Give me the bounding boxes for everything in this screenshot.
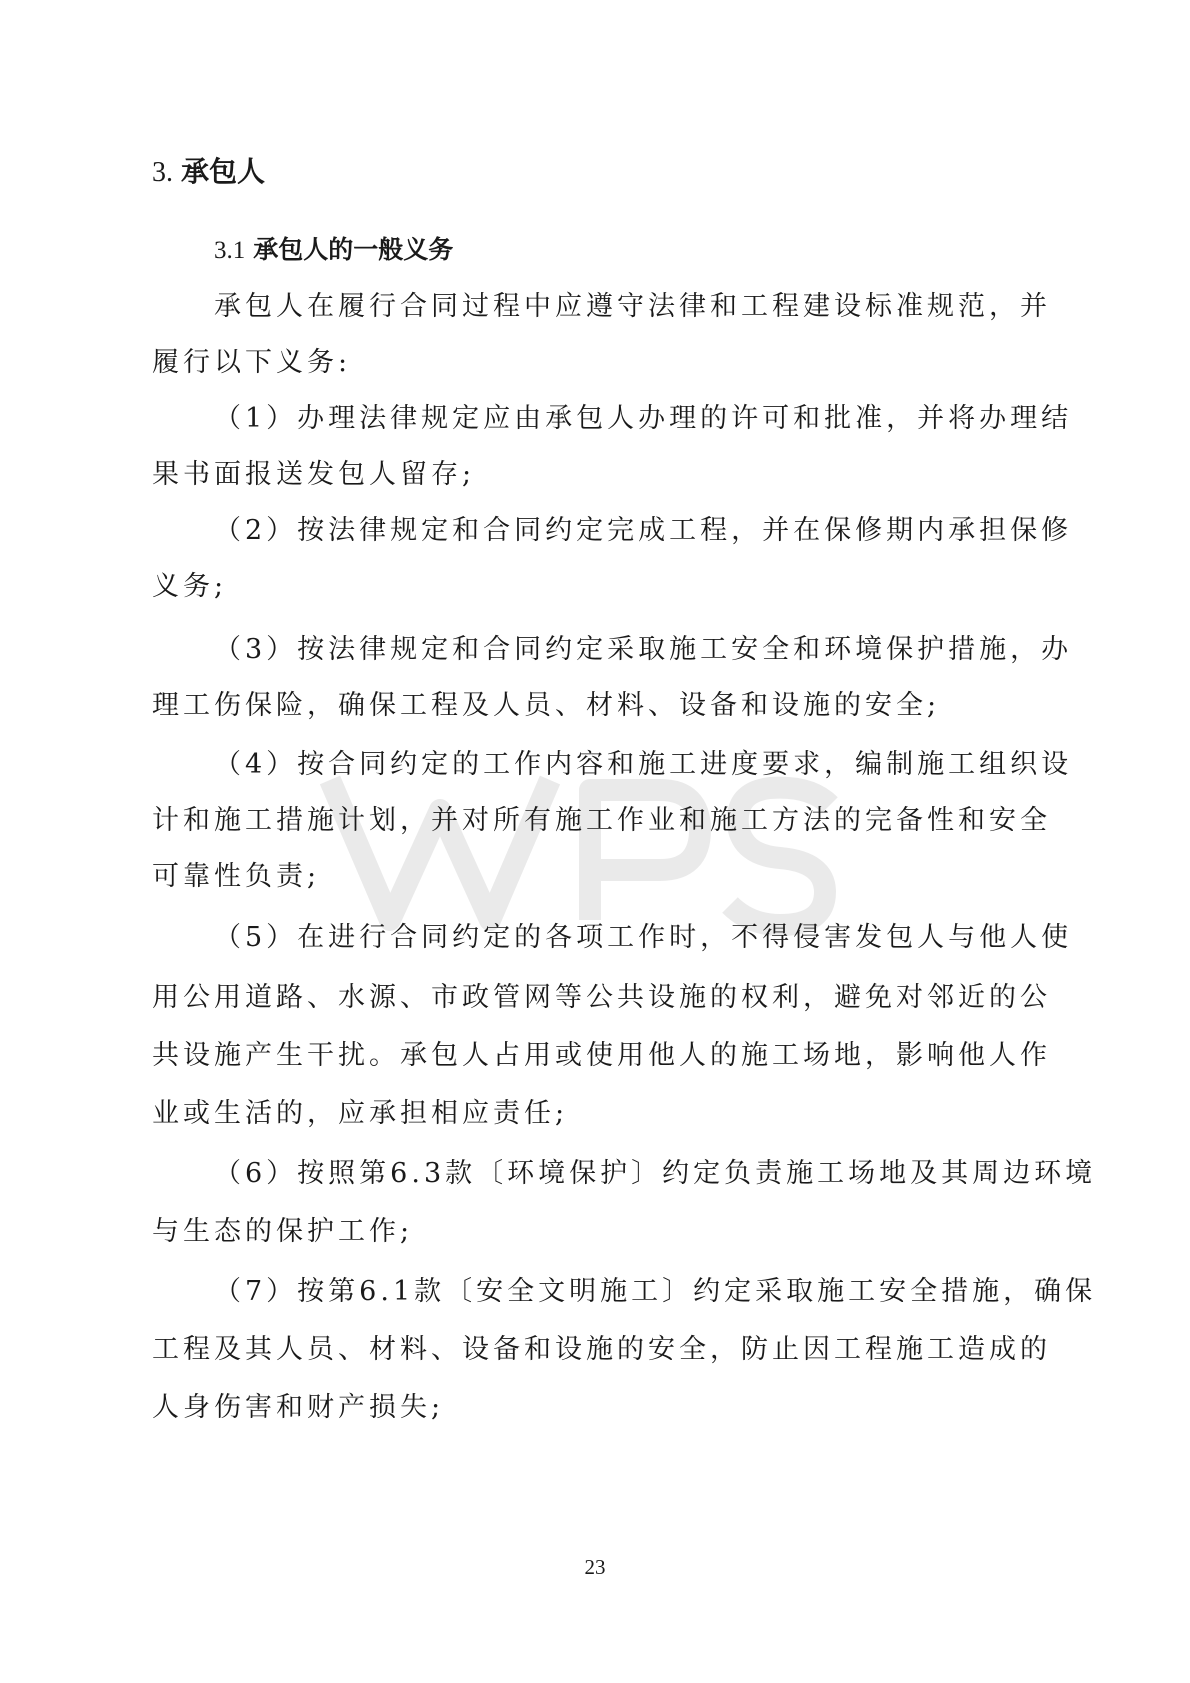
paragraph-line: 可靠性负责;: [152, 861, 321, 892]
section-number: 3.: [152, 157, 173, 188]
section-title: 承包人: [181, 155, 266, 188]
paragraph-line: 工程及其人员、材料、设备和设施的安全，防止因工程施工造成的: [152, 1334, 1051, 1365]
paragraph-line: （3）按法律规定和合同约定采取施工安全和环境保护措施，办: [214, 634, 1073, 665]
paragraph-line: 共设施产生干扰。承包人占用或使用他人的施工场地，影响他人作: [152, 1040, 1051, 1071]
paragraph-line: （1）办理法律规定应由承包人办理的许可和批准，并将办理结: [214, 403, 1073, 434]
paragraph-line: （4）按合同约定的工作内容和施工进度要求，编制施工组织设: [214, 749, 1073, 780]
paragraph-line: （2）按法律规定和合同约定完成工程，并在保修期内承担保修: [214, 515, 1073, 546]
paragraph-line: 计和施工措施计划，并对所有施工作业和施工方法的完备性和安全: [152, 805, 1051, 836]
paragraph-line: 义务;: [152, 571, 228, 602]
paragraph-line: （7）按第6.1款〔安全文明施工〕约定采取施工安全措施，确保: [214, 1276, 1097, 1307]
paragraph-line: 果书面报送发包人留存;: [152, 459, 476, 490]
paragraph-line: 承包人在履行合同过程中应遵守法律和工程建设标准规范，并: [214, 291, 1051, 322]
paragraph-line: 人身伤害和财产损失;: [152, 1392, 445, 1423]
subsection-heading: [214, 230, 453, 266]
paragraph-line: 与生态的保护工作;: [152, 1216, 414, 1247]
page-number: 23: [584, 1555, 606, 1579]
paragraph-line: （6）按照第6.3款〔环境保护〕约定负责施工场地及其周边环境: [214, 1158, 1097, 1189]
section-heading: [152, 150, 265, 190]
paragraph-line: 业或生活的，应承担相应责任;: [152, 1098, 569, 1129]
paragraph-line: 理工伤保险，确保工程及人员、材料、设备和设施的安全;: [152, 690, 941, 721]
paragraph-line: 履行以下义务:: [152, 347, 352, 378]
paragraph-line: 用公用道路、水源、市政管网等公共设施的权利，避免对邻近的公: [152, 982, 1051, 1013]
subsection-number: 3.1: [214, 237, 246, 264]
subsection-title: 承包人的一般义务: [253, 235, 454, 264]
paragraph-line: （5）在进行合同约定的各项工作时，不得侵害发包人与他人使: [214, 922, 1073, 953]
